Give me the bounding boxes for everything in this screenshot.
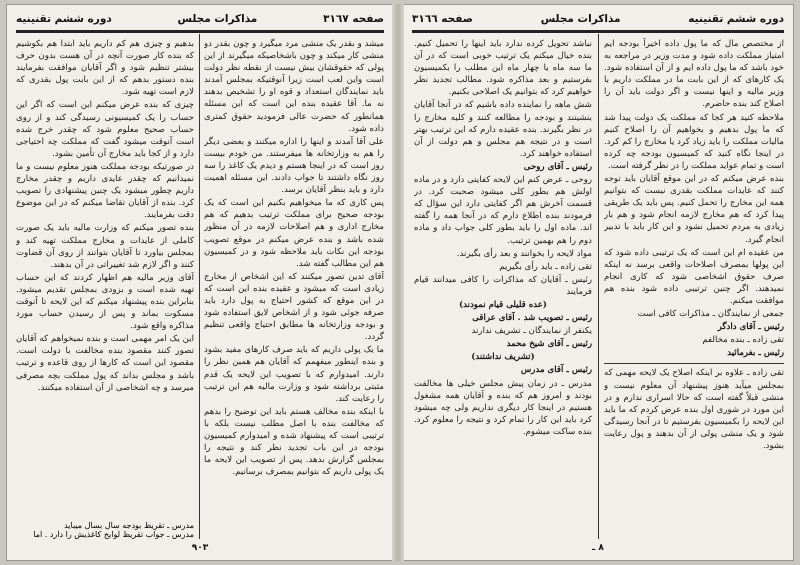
paragraph: بدهیم و چیزی هم کم داریم باید ابتدا هم بکوشیم که بنده کار صورت آنچه در آن هست بدون حرف بیشتر تنظیم شود و اگر آقایان موافقت بفرمایند بنده دستور بدهم که از این بابت پول بقدری که لازم است تهیه شود. [16,39,194,98]
paragraph: آقای تدین تصور میکنند که این اشخاص از مخارج زیادی است که میشود و عقیده بنده این است که در این موقع که کشور احتیاج به پول دارد باید صرفه جوئی شود و از اشخاص لایق استفاده شود و بودجه وزارتخانه ها مطابق احتیاج واقعی تنظیم گردد. [204,271,384,343]
paragraph: رئیس ـ آقایان که مذاکرات را کافی میدانند قیام فرمایند [414,274,592,297]
paragraph: روحی ـ عرض کنم این لایحه کفایتی دارد و در ماده اولش هم بطور کلی میشود صحبت کرد. در قسمت آخرش هم اگر کفایتی دارد این سؤال که فرمودند بنده اطلاع دارم که در آنجا همه را گفته اند. ماده اول را باید بطور کلی جواب داد و ماده دوم را هم بهمین ترتیب. [414,175,592,246]
paragraph: مواد لایحه را بخوانند و بعد رأی بگیرند. [456,248,592,259]
left-column-divider [199,34,200,539]
speaker-line: رئیس ـ آقای دادگر [717,322,784,333]
paragraph: بنده تصور میکنم که وزارت مالیه باید یک صورت کاملی از عایدات و مخارج مملکت تهیه کند و بمجلس بیاورد تا آقایان بتوانند از روی آن قضاوت کنند و اگر لازم شد تغییراتی در آن بدهند. [16,223,194,270]
stage-note: (تشریف نداشتند) [471,352,535,363]
stage-note: (عده قلیلی قیام نمودند) [459,299,547,310]
paragraph: ما یک پولی داریم که باید صرف کارهای مفید بشود و بنده اینطور میفهمم که آقایان هم همین نظر را دارند. امیدوارم که با تصویب این لایحه یک قدم مثبتی برداشته شود و وزارت مالیه هم این ترتیب را رعایت کند. [204,345,384,404]
paragraph: مدرس ـ در زمان پیش مجلس خیلی ها مخالفت بودند و امروز هم که بنده و آقایان همه مشغول هستیم در اینجا کار دیگری نداریم ولی چه میشود کرد باید این کار را تمام کرد و نتیجه را معلوم کرد. بنده ساکت میشوم. [414,378,592,437]
paragraph: آقای وزیر مالیه هم اظهار کردند که این حساب تهیه شده است و بزودی بمجلس تقدیم میشود. بنابراین بنده پیشنهاد میکنم که این لایحه تا آنوقت مسکوت بماند و پس از رسیدن حساب مورد مذاکره واقع شود. [16,272,194,332]
right-header-session: دوره ششم تقنینیه [688,13,784,25]
paragraph: یکنفر از نمایندگان ـ تشریف ندارند [471,326,592,337]
left-page [6,4,394,561]
left-header-title: مذاکرات مجلس [177,13,258,25]
section-divider [604,363,784,364]
left-header-page-label: صفحه ٣١٦٧ [323,13,384,25]
paragraph: تقی زاده ـ علاوه بر اینکه اصلاح یک لایحه مهمی که بمجلس میآید هنوز پیشنهاد آن معلوم نیست و منشی قبلاً گفته است که حالا اسراری ندارم و در این مورد در شوری اول بنده عرض کردم که ما باید این لایحه را بکمیسیون بفرستیم تا در آنجا رسیدگی شود و یک منشی پولی از آن بدهند و پول رعایت بشود. [604,368,784,451]
paragraph: تقی زاده ـ باید رأی بگیریم [499,261,592,272]
paragraph: با اینکه بنده مخالف هستم باید این توضیح را بدهم که مخالفت بنده با اصل مطلب نیست بلکه با ترتیبی است که پیشنهاد شده و امیدوارم کمیسیون بودجه در این باب تجدید نظر کند و نتیجه را بمجلس گزارش بدهد. پس از تصویب این لایحه ما یک پولی داریم که بتوانیم بمصرف برسانیم. [204,406,384,478]
paragraph: از مختصص مال که ما پول داده اخیراً بودجه ایم امتیاز مملکت داده شود و مدت وزیر در مراجعه به خود باشد که ما پول داده ایم و از آن استفاده شود. یک کارهای که از این بابت ما در مملکت داریم با وزیر مالیه و اینها نیست و اگر دولت باید آن را اصلاح کند بنده حاضرم. [604,39,784,110]
paragraph: این یک امر مهمی است و بنده نمیخواهم که آقایان تصور کنند مقصود بنده مخالفت با دولت است. مقصود این است که کارها از روی قاعده و ترتیب باشد و مجلس بداند که پول مملکت بچه مصرفی میرسد و چه اشخاصی از آن استفاده میکنند. [16,334,194,393]
right-column-divider [598,34,599,539]
right-header-title: مذاکرات مجلس [540,13,621,25]
paragraph: علی آقا آمدند و اینها را اداره میکنند و بعضی دیگر را هم به وزارتخانه ها میفرستند. من خودم بیست روز است که در اینجا هستم و دیدم یک کاغذ را سه روز نگاه داشتند تا جواب دادند. این مسئله اهمیت دارد و باید بنظر آقایان برسد. [204,136,384,196]
footnote-1: مدرس ـ تقریظ بودجه سال بسال میباید [64,521,194,530]
speaker-line: رئیس ـ آقای مدرس [520,365,592,376]
paragraph: من عقیده ام این است که یک ترتیبی داده شود که این پولها بمصرف اصلاحات واقعی برسد نه اینکه صرف حقوق اشخاصی شود که کاری انجام نمیدهند. اگر چنین ترتیبی داده شود بنده هم موافقت میکنم. [604,247,784,306]
paragraph: میشد و بقدر یک منشی مرد میگیرد و چون بقدر دو منشی کار میکند و چون باشخاصیکه میگیرند از این پولی که حقوقشان بیش نیست از نقطه نظر دولت است واین لعب است زیرا آنوقتیکه بمجلس آمدند باید نمایندگان استعداد و قوه او را تشخیص بدهند نه ما. آقا عقیده بنده این است که این مسئله همانطور که حضرت عالی فرمودید حقوق کمتری داده شود. [204,39,384,134]
right-page-number: ٨ ـ [592,543,604,553]
right-page-column-left [414,38,592,537]
speaker-line: رئیس ـ آقای روحی [523,161,592,172]
right-page [402,4,794,561]
left-header-session: دوره ششم تقنینیه [16,13,112,25]
left-footnotes [16,521,194,539]
footnote-2: مدرس ـ جواب تقریظ لوایح کاغذیش را دارد . اما [33,530,194,539]
right-header-rule [412,30,784,33]
speaker-line: رئیس ـ بفرمائید [727,348,784,359]
paragraph: در صورتیکه بودجه مملکت هنوز معلوم نیست و ما نمیدانیم که چقدر عایدی داریم و چقدر مخارج داریم چطور میشود یک چنین پیشنهادی را تصویب کرد. بنده از آقایان تقاضا میکنم که در این موضوع دقت بفرمایند. [16,161,194,221]
left-page-header [16,10,384,28]
right-page-header [412,10,784,28]
paragraph: شش ماهه را نماینده داده باشیم که در آنجا آقایان بنشینند و بودجه را مطالعه کنند و کلیه مخارج را در نظر بگیرند. بنده عقیده دارم که این ترتیب بهتر است و در نتیجه هم مجلس و هم دولت از آن استفاده خواهند کرد. [414,100,592,159]
paragraph: نباشد تحویل کرده ندارد باید اینها را تحمیل کنیم. بنده خیال میکنم یک ترتیب خوبی است که در آن ما سه ماه یا چهار ماه این مطلب را بکمیسیون بفرستیم و بعد مذاکره شود. مطالب تجدید نظر خواهیم کرد که بتوانیم یک اصلاحی بکنیم. [414,39,592,98]
paragraph: چیزی که بنده عرض میکنم این است که اگر این حساب را یک کمیسیونی رسیدگی کند و از روی حساب صحیح معلوم شود که چقدر خرج شده است آنوقت میشود گفت که مملکت چه احتیاجی دارد و از کجا باید مخارج آن تأمین بشود. [16,100,194,159]
paragraph: تقی زاده ـ بنده مخالفم [702,335,784,346]
right-header-page-label: صفحه ٣١٦٦ [412,13,473,25]
book-spread [6,4,794,561]
left-page-number: ٩٠٣ [191,543,209,553]
paragraph: جمعی از نمایندگان ـ مذاکرات کافی است [637,309,784,320]
paragraph: بنده عرض میکنم که در این موقع آقایان باید توجه کنند که عایدات مملکت بقدری نیست که بتوانیم همه این مخارج را تحمل کنیم. پس باید یک طریقی پیدا کرد که هم مخارج لازمه انجام شود و هم بار زیادی به مردم تحمیل نشود و این کار باید با تدبیر انجام گیرد. [604,174,784,245]
right-page-column-right [604,38,784,537]
speaker-line: رئیس ـ تصویب شد . آقای عراقی [472,313,592,324]
speaker-line: رئیس ـ آقای شیخ محمد [506,339,592,350]
left-page-column-right [204,38,384,537]
paragraph: ملاحظه کنید هر کجا که مملکت یک دولت پیدا شد که ما پول بدهیم و بخواهیم آن را اصلاح کنیم مالیات مملکت را باید زیاد کرد یا مخارج را کم کرد. در اینجا نگاه کنید که کمیسیون بودجه چه کرده است و تمام عواید مملکت را در نظر گرفته است. [604,112,784,171]
paragraph: پس کاری که ما میخواهیم بکنیم این است که یک بودجه صحیح برای مملکت ترتیب بدهیم که هم مخارج اداری و هم اصلاحات لازمه در آن منظور شده باشد و بنده عرض میکنم در موقع تصویب بودجه این نکات باید ملاحظه شود و در کمیسیون هم این مطالب گفته شد. [204,198,384,269]
left-page-column-left [16,38,194,511]
left-header-rule [16,30,384,33]
